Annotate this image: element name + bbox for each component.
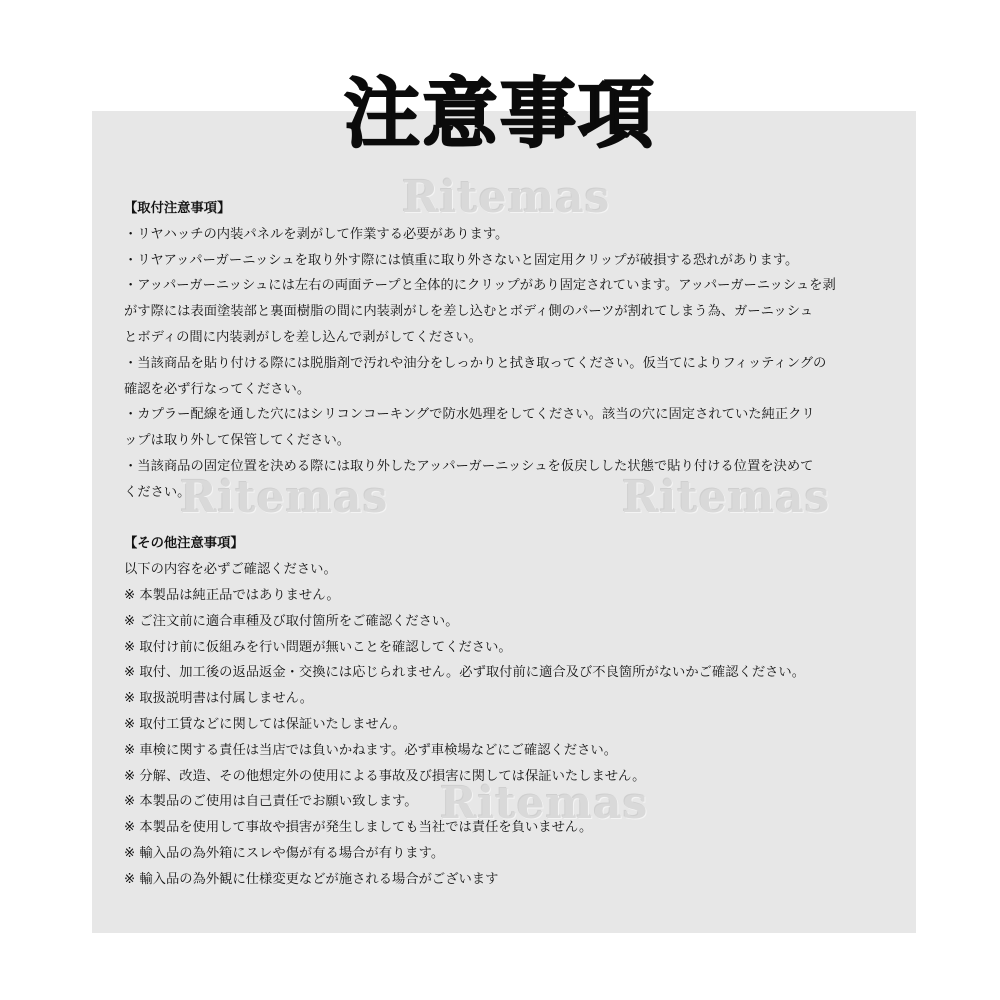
notice-item: ※ 車検に関する責任は当店では負いかねます。必ず車検場などにご確認ください。 <box>124 742 617 758</box>
notice-item: ※ 分解、改造、その他想定外の使用による事故及び損害に関しては保証いたしません。 <box>124 768 646 784</box>
section-intro: 以下の内容を必ずご確認ください。 <box>124 562 337 578</box>
notice-item: ※ 輸入品の為外箱にスレや傷が有る場合が有ります。 <box>124 845 445 861</box>
section-heading-installation: 【取付注意事項】 <box>124 201 231 216</box>
notice-item: ※ 本製品は純正品ではありません。 <box>124 587 340 603</box>
notice-line: ください。 <box>124 484 191 500</box>
notice-line: ・アッパーガーニッシュには左右の両面テープと全体的にクリップがあり固定されています。アッパーガーニッシュを剥 <box>124 278 836 294</box>
notice-item: ※ 本製品のご使用は自己責任でお願い致します。 <box>124 794 418 810</box>
notice-item: ※ ご注文前に適合車種及び取付箇所をご確認ください。 <box>124 613 459 629</box>
section-heading-other: 【その他注意事項】 <box>124 536 244 552</box>
notice-line: ・当該商品の固定位置を決める際には取り外したアッパーガーニッシュを仮戻しした状態で貼り付ける位置を決めて <box>124 458 814 474</box>
notice-line: ・カプラー配線を通した穴にはシリコンコーキングで防水処理をしてください。該当の穴に固定されていた純正クリ <box>124 407 815 423</box>
notice-line: ・リヤアッパーガーニッシュを取り外す際には慎重に取り外さないと固定用クリップが破損する恐れがあります。 <box>124 252 799 268</box>
notice-line: ・当該商品を貼り付ける際には脱脂剤で汚れや油分をしっかりと拭き取ってください。仮当てによりフィッティングの <box>124 355 827 371</box>
notice-line: 確認を必ず行なってください。 <box>124 381 311 397</box>
watermark: Ritemas <box>180 472 389 523</box>
notice-line: ・リヤハッチの内装パネルを剥がして作業する必要があります。 <box>124 226 509 242</box>
page-title: 注意事項 <box>344 69 656 158</box>
notice-item: ※ 輸入品の為外観に仕様変更などが施される場合がございます <box>124 871 499 887</box>
notice-line: がす際には表面塗装部と裏面樹脂の間に内装剥がしを差し込むとボディ側のパーツが割れてしまう為、ガーニッシュ <box>124 304 814 320</box>
watermark: Ritemas <box>402 172 611 223</box>
notice-line: とボディの間に内装剥がしを差し込んで剥がしてください。 <box>124 329 482 345</box>
notice-item: ※ 取付工賃などに関しては保証いたしません。 <box>124 716 407 732</box>
notice-item: ※ 取付け前に仮組みを行い問題が無いことを確認してください。 <box>124 639 512 655</box>
notice-line: ップは取り外して保管してください。 <box>124 433 351 449</box>
section-gap <box>124 506 894 532</box>
notice-item: ※ 本製品を使用して事故や損害が発生しましても当社では責任を負いません。 <box>124 820 593 836</box>
watermark: Ritemas <box>622 472 831 523</box>
watermark: Ritemas <box>440 778 649 829</box>
notice-item: ※ 取扱説明書は付属しません。 <box>124 691 314 707</box>
notice-item: ※ 取付、加工後の返品返金・交換には応じられません。必ず取付前に適合及び不良箇所がないかご確認ください。 <box>124 665 806 681</box>
notice-content <box>124 196 894 893</box>
